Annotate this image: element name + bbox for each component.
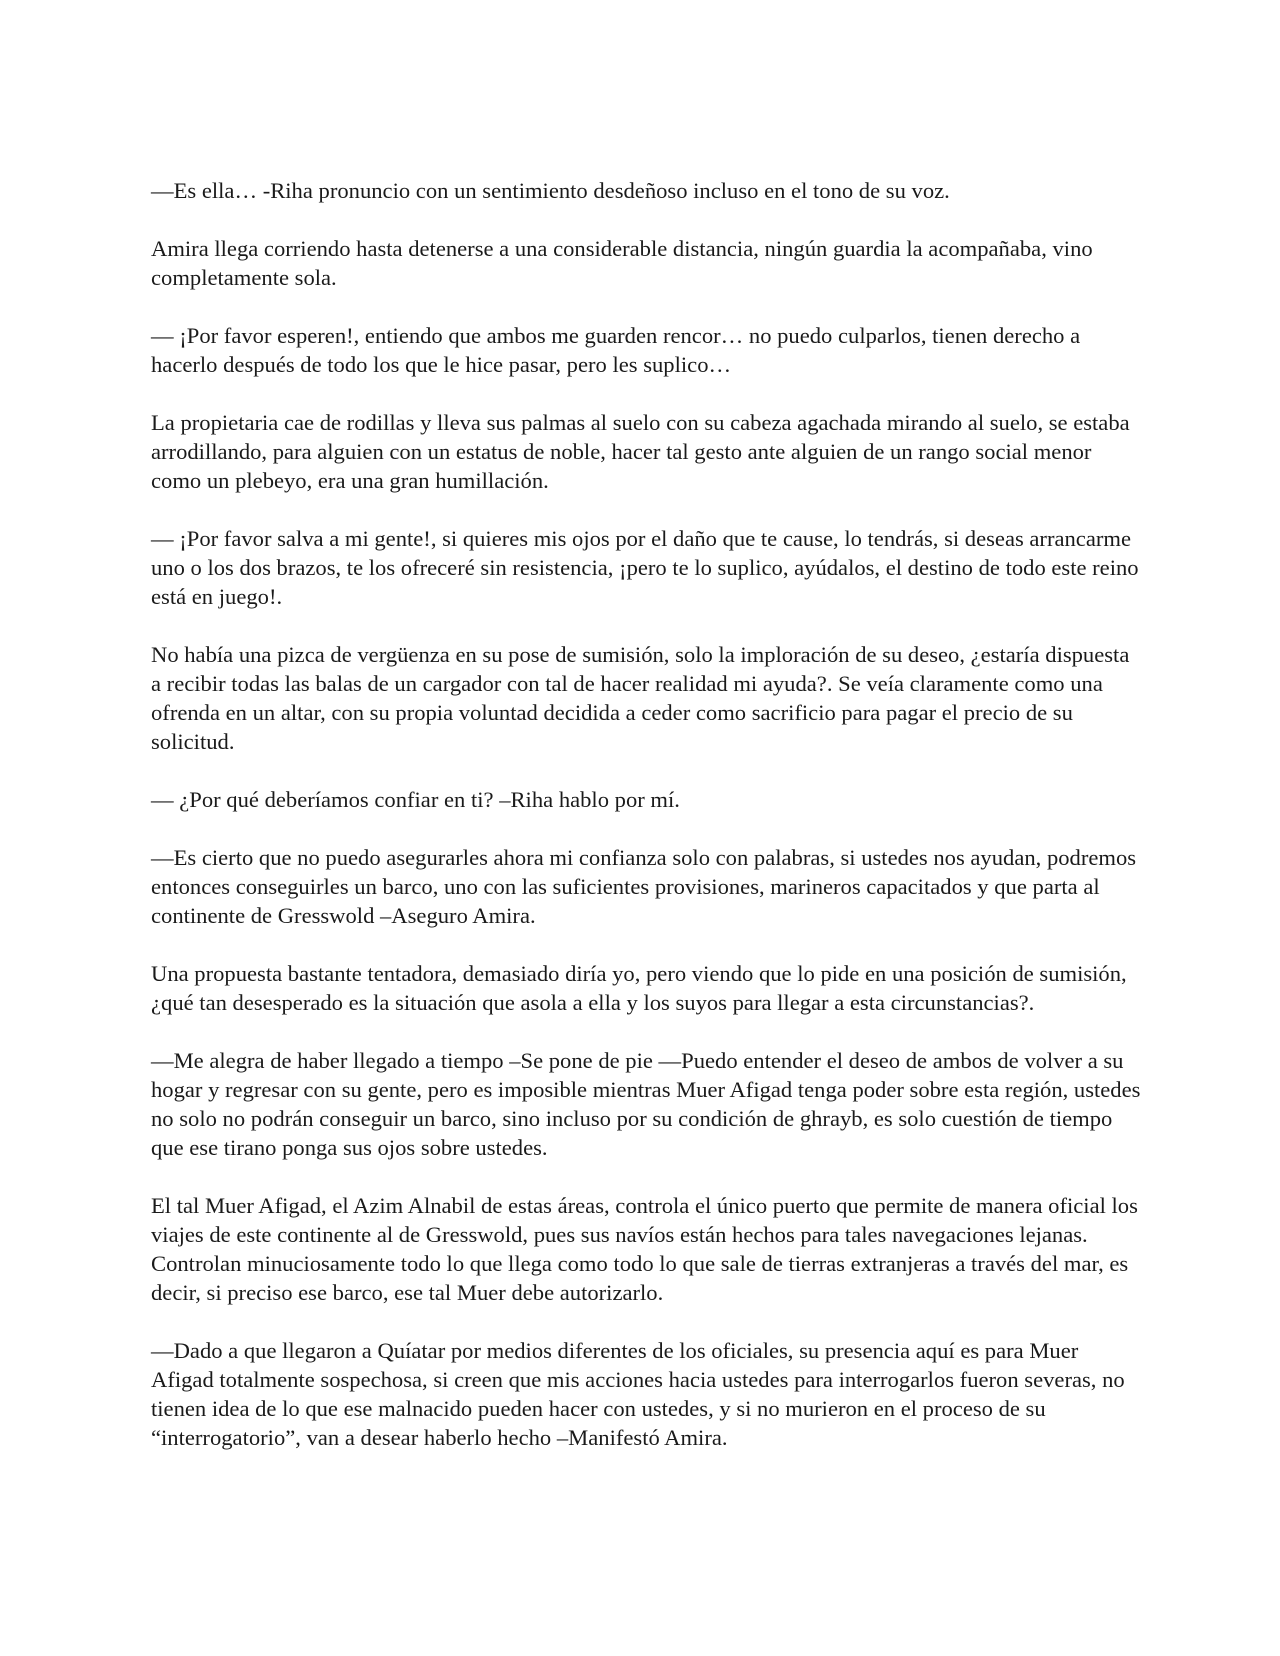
- paragraph: — ¡Por favor esperen!, entiendo que ambos me guarden rencor… no puedo culparlos, tienen derecho a hacerlo después de todo los que le hice pasar, pero les suplico…: [151, 323, 1081, 377]
- paragraph: El tal Muer Afigad, el Azim Alnabil de estas áreas, controla el único puerto que permite de manera oficial los viajes de este continente al de Gresswold, pues sus navíos están hechos para tales navegaciones lejanas. Controlan minuciosamente todo lo que llega como todo lo que sale de tierras extranjeras a través del mar, es decir, si preciso ese barco, ese tal Muer debe autorizarlo.: [151, 1193, 1138, 1305]
- paragraph: — ¿Por qué deberíamos confiar en ti? –Riha hablo por mí.: [151, 787, 680, 812]
- paragraph: —Es cierto que no puedo asegurarles ahora mi confianza solo con palabras, si ustedes nos ayudan, podremos entonces conseguirles un barco, uno con las suficientes provisiones, marineros capacitados y que parta al continente de Gresswold –Aseguro Amira.: [151, 845, 1137, 928]
- paragraph: — ¡Por favor salva a mi gente!, si quieres mis ojos por el daño que te cause, lo tendrás, si deseas arrancarme uno o los dos brazos, te los ofreceré sin resistencia, ¡pero te lo suplico, ayúdalos, el destino de todo este reino está en juego!.: [151, 526, 1139, 609]
- paragraph: —Dado a que llegaron a Quíatar por medios diferentes de los oficiales, su presencia aquí es para Muer Afigad totalmente sospechosa, si creen que mis acciones hacia ustedes para interrogarlos fueron severas, no tienen idea de lo que ese malnacido pueden hacer con ustedes, y si no murieron en el proceso de su “interrogatorio”, van a desear haberlo hecho –Manifestó Amira.: [151, 1338, 1125, 1450]
- paragraph: No había una pizca de vergüenza en su pose de sumisión, solo la imploración de su deseo, ¿estaría dispuesta a recibir todas las balas de un cargador con tal de hacer realidad mi ayuda?. Se veía claramente como una ofrenda en un altar, con su propia voluntad decidida a ceder como sacrificio para pagar el precio de su solicitud.: [151, 642, 1130, 754]
- paragraph: —Me alegra de haber llegado a tiempo –Se pone de pie —Puedo entender el deseo de ambos de volver a su hogar y regresar con su gente, pero es imposible mientras Muer Afigad tenga poder sobre esta región, ustedes no solo no podrán conseguir un barco, sino incluso por su condición de ghrayb, es solo cuestión de tiempo que ese tirano ponga sus ojos sobre ustedes.: [151, 1048, 1141, 1160]
- paragraph: La propietaria cae de rodillas y lleva sus palmas al suelo con su cabeza agachada mirando al suelo, se estaba arrodillando, para alguien con un estatus de noble, hacer tal gesto ante alguien de un rango social menor como un plebeyo, era una gran humillación.: [151, 410, 1130, 493]
- document-body: [151, 176, 1141, 1452]
- paragraph: Una propuesta bastante tentadora, demasiado diría yo, pero viendo que lo pide en una posición de sumisión, ¿qué tan desesperado es la situación que asola a ella y los suyos para llegar a esta circunstancias?.: [151, 961, 1127, 1015]
- paragraph: Amira llega corriendo hasta detenerse a una considerable distancia, ningún guardia la acompañaba, vino completamente sola.: [151, 236, 1093, 290]
- paragraph: —Es ella… -Riha pronuncio con un sentimiento desdeñoso incluso en el tono de su voz.: [151, 178, 950, 203]
